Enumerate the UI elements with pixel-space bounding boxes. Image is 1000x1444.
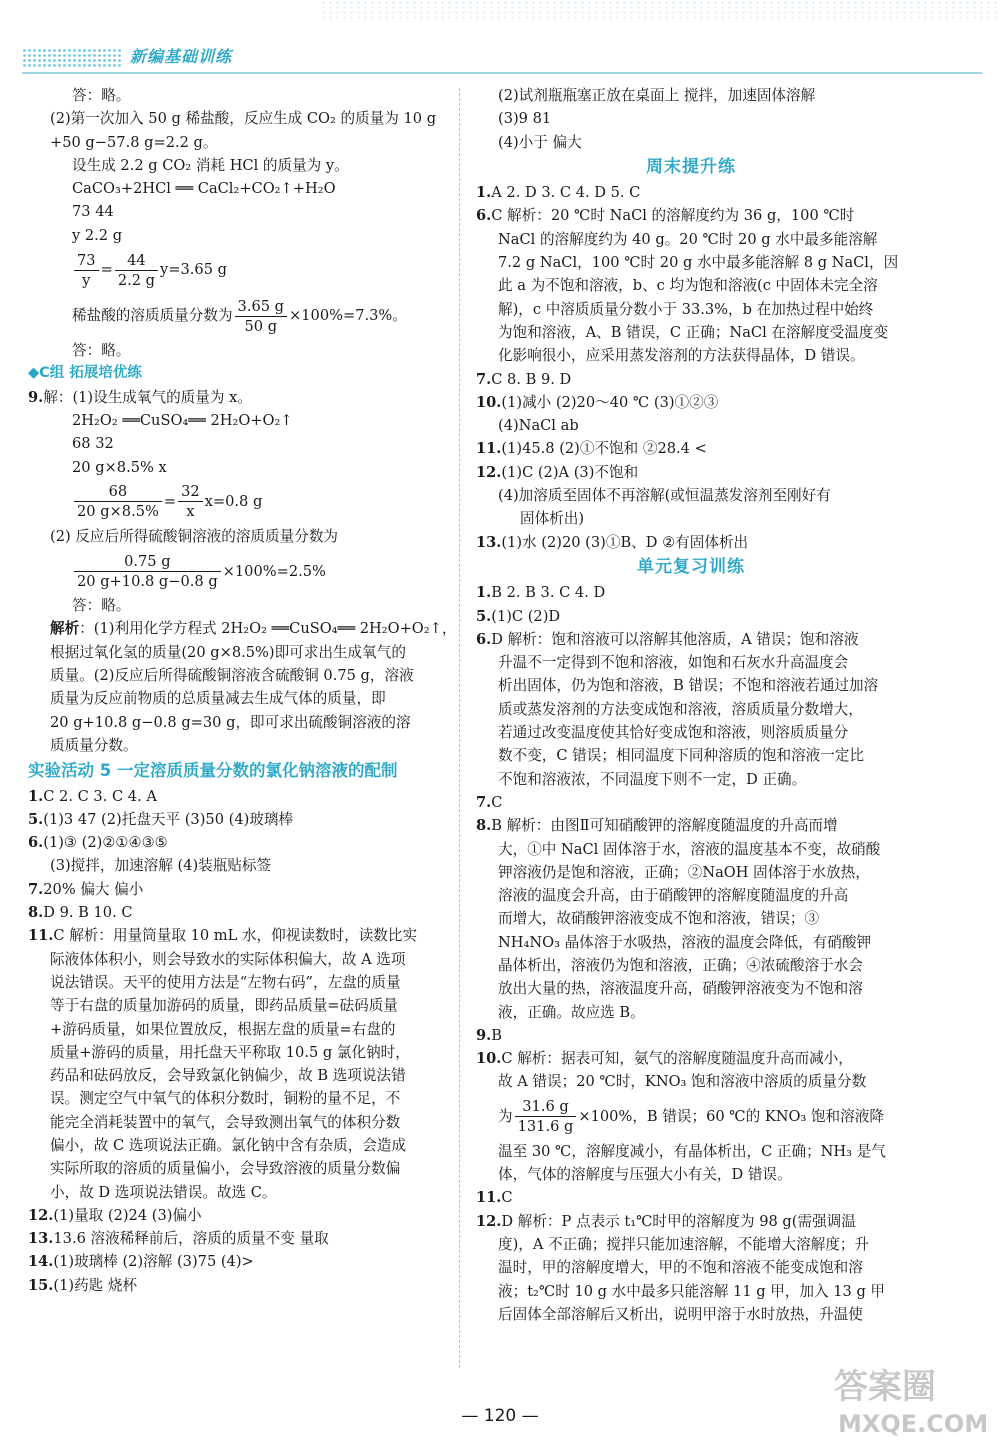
text-line: [28, 525, 456, 548]
text-line: [28, 617, 456, 640]
text-line: [28, 1041, 456, 1064]
text-content: (1)45.8 (2)①不饱和 ②28.4 <: [501, 440, 707, 458]
text-line: [476, 1001, 906, 1024]
text-line: [28, 247, 456, 293]
text-content: 质量。(2)反应后所得硫酸铜溶液含硫酸铜 0.75 g，溶液: [50, 667, 414, 685]
text-line: [28, 1250, 456, 1273]
fraction-numerator: 44: [115, 251, 158, 271]
fraction-numerator: 32: [178, 482, 203, 502]
text-content: 小，故 D 选项说法错误。故选 C。: [50, 1183, 277, 1201]
text-line: [476, 531, 906, 554]
fraction-denominator: y: [82, 271, 91, 289]
text-content: 能完全消耗装置中的氧气，会导致测出氧气的体积分数: [50, 1113, 401, 1131]
svg-text:MXQE.COM: MXQE.COM: [838, 1410, 988, 1438]
fraction: [235, 297, 287, 336]
text-line: [476, 1303, 906, 1326]
text-content: 固体析出): [520, 510, 585, 528]
fraction-denominator: 50 g: [244, 317, 278, 335]
text-content: (1)③ (2)②①④③⑤: [43, 834, 168, 852]
text-line: [476, 107, 906, 130]
text-content: 质质量分数。: [50, 736, 138, 754]
text-line: [28, 948, 456, 971]
group-heading: [28, 362, 456, 385]
text-content: B 2. B 3. C 4. D: [491, 584, 606, 602]
text-line: [28, 84, 456, 107]
text-line: [476, 181, 906, 204]
text-content: 析出固体，仍为饱和溶液，B 错误；不饱和溶液若通过加溶: [498, 677, 879, 695]
text-content: 设生成 2.2 g CO₂ 消耗 HCl 的质量为 y。: [72, 156, 349, 174]
text-line: [28, 432, 456, 455]
text-line: [476, 884, 906, 907]
text-line: [28, 1018, 456, 1041]
text-content: 答：略。: [72, 342, 131, 360]
text-content: 药品和砝码放反，会导致氯化钠偏少，故 B 选项说法错: [50, 1067, 406, 1085]
question-number: 11.: [476, 440, 502, 458]
text-line: [476, 1233, 906, 1256]
text-content: NH₄NO₃ 晶体溶于水吸热，溶液的温度会降低，有硝酸钾: [498, 933, 872, 951]
text-content: 而增大，故硝酸钾溶液变成不饱和溶液，错误；③: [498, 910, 820, 928]
text-content: (1)量取 (2)24 (3)偏小: [53, 1206, 202, 1224]
text-line: [28, 1181, 456, 1204]
text-line: [476, 298, 906, 321]
text-line: [28, 224, 456, 247]
text-line: [28, 594, 456, 617]
text-line: [28, 854, 456, 877]
text-line: [28, 1087, 456, 1110]
text-line: [476, 814, 906, 837]
text-content: 温至 30 ℃，溶解度减小，有晶体析出，C 正确；NH₃ 是气: [498, 1142, 886, 1160]
text-content: (3)搅拌，加速溶解 (4)装瓶贴标签: [50, 857, 272, 875]
text-line: [28, 711, 456, 734]
text-content: (1)C (2)D: [491, 607, 561, 625]
text-content: C 2. C 3. C 4. A: [43, 787, 157, 805]
text-content: NaCl 的溶解度约为 40 g。20 ℃时 20 g 水中最多能溶解: [498, 230, 878, 248]
text-content: (1)玻璃棒 (2)溶解 (3)75 (4)>: [53, 1253, 254, 1271]
text-content: ◆C组 拓展培优练: [28, 365, 142, 382]
text-suffix: y=3.65 g: [160, 261, 227, 279]
fraction-denominator: 2.2 g: [117, 271, 156, 289]
text-line: [476, 1256, 906, 1279]
text-content: (3)9 81: [498, 110, 552, 128]
text-line: [476, 768, 906, 791]
text-line: [28, 924, 456, 947]
fraction: [74, 552, 221, 591]
text-suffix: ×100%=2.5%: [222, 562, 326, 580]
question-number: 1.: [476, 184, 492, 202]
text-line: [28, 339, 456, 362]
text-line: [28, 177, 456, 200]
text-content: (4)加溶质至固体不再溶解(或恒温蒸发溶剂至刚好有: [498, 487, 831, 505]
text-line: [28, 994, 456, 1017]
text-line: [28, 386, 456, 409]
question-number: 5.: [476, 607, 492, 625]
text-line: [28, 1157, 456, 1180]
text-content: 单元复习训练: [637, 556, 745, 577]
section-heading: [28, 759, 456, 782]
text-content: 13.6 溶液稀释前后，溶质的质量不变 量取: [53, 1230, 329, 1248]
question-number: 解析: [50, 620, 80, 638]
text-line: [476, 131, 906, 154]
text-content: (1)减小 (2)20～40 ℃ (3)①②③: [501, 393, 719, 411]
text-content: 实际所取的溶质的质量偏小，会导致溶液的质量分数偏: [50, 1160, 401, 1178]
text-line: [28, 409, 456, 432]
text-line: [476, 1024, 906, 1047]
text-content: 放出大量的热，溶液温度升高，硝酸钾溶液变为不饱和溶: [498, 980, 863, 998]
svg-text:答案圈: 答案圈: [834, 1367, 936, 1407]
column-divider: [459, 88, 460, 1368]
question-number: 7.: [476, 793, 492, 811]
text-content: 钾溶液仍是饱和溶液，正确；②NaOH 固体溶于水放热，: [498, 863, 870, 881]
text-line: [476, 721, 906, 744]
text-content: (2)试剂瓶瓶塞正放在桌面上 搅拌，加速固体溶解: [498, 87, 816, 104]
text-content: 液，正确。故应选 B。: [498, 1003, 645, 1021]
text-line: [28, 1111, 456, 1134]
text-content: 周末提升练: [646, 156, 736, 177]
text-content: 解)，c 中溶质质量分数小于 33.3%，b 在加热过程中始终: [498, 300, 874, 318]
text-line: [476, 1047, 906, 1070]
text-content: B 解析：由图Ⅱ可知硝酸钾的溶解度随温度的升高而增: [491, 817, 838, 835]
fraction-denominator: 20 g×8.5%: [77, 503, 159, 521]
text-content: 7.2 g NaCl，100 ℃时 20 g 水中最多能溶解 8 g NaCl，因: [498, 254, 899, 272]
text-line: [28, 734, 456, 757]
fraction-denominator: 131.6 g: [517, 1118, 574, 1136]
text-line: [476, 228, 906, 251]
question-number: 1.: [28, 787, 44, 805]
text-line: [476, 437, 906, 460]
text-line: [28, 456, 456, 479]
question-number: 10.: [476, 393, 502, 411]
text-line: [28, 154, 456, 177]
text-content: 后固体全部溶解后又析出，说明甲溶于水时放热，升温使: [498, 1305, 863, 1323]
text-line: [476, 1163, 906, 1186]
text-content: 质或蒸发溶剂的方法变成饱和溶液，溶质质量分数增大，: [498, 700, 863, 718]
header-decoration: [320, 0, 1000, 22]
text-line: [28, 1227, 456, 1250]
fraction: [115, 251, 158, 290]
text-content: 答：略。: [72, 87, 131, 104]
text-content: D 解析：P 点表示 t₁℃时甲的溶解度为 98 g(需强调温: [501, 1212, 856, 1230]
text-content: 误。测定空气中氧气的体积分数时，铜粉的量不足，不: [50, 1090, 401, 1108]
text-content: +50 g−57.8 g=2.2 g。: [50, 133, 218, 151]
text-line: [476, 744, 906, 767]
right-column: [476, 84, 906, 1326]
text-content: 偏小，故 C 选项说法正确。氯化钠中含有杂质，会造成: [50, 1136, 407, 1154]
text-content: (1)水 (2)20 (3)①B、D ②有固体析出: [501, 533, 749, 551]
text-content: (1)C (2)A (3)不饱和: [501, 463, 639, 481]
text-line: [476, 484, 906, 507]
text-content: C: [501, 1189, 513, 1207]
equals-sign: =: [100, 261, 113, 279]
text-line: [476, 1186, 906, 1209]
text-content: 20 g×8.5% x: [72, 458, 167, 476]
text-line: [28, 971, 456, 994]
text-line: [476, 674, 906, 697]
question-number: 7.: [476, 370, 492, 388]
fraction: [515, 1097, 577, 1136]
text-content: C: [491, 793, 503, 811]
text-content: 73 44: [72, 203, 114, 221]
text-suffix: ×100%，B 错误；60 ℃的 KNO₃ 饱和溶液降: [578, 1108, 884, 1126]
question-number: 12.: [476, 1212, 502, 1230]
question-number: 9.: [28, 388, 44, 406]
text-content: D 9. B 10. C: [43, 904, 133, 922]
question-number: 6.: [28, 834, 44, 852]
text-suffix: ×100%=7.3%。: [289, 307, 407, 325]
text-content: 根据过氧化氢的质量(20 g×8.5%)即可求出生成氧气的: [50, 643, 406, 661]
text-content: 等于右盘的质量加游码的质量，即药品质量=砝码质量: [50, 997, 398, 1015]
text-prefix: 为: [498, 1108, 513, 1126]
section-heading: [476, 556, 906, 579]
fraction-numerator: 73: [74, 251, 99, 271]
text-content: 质量+游码的质量，用托盘天平称取 10.5 g 氯化钠时，: [50, 1043, 410, 1061]
text-content: 度)，A 不正确；搅拌只能加速溶解，不能增大溶解度；升: [498, 1235, 870, 1253]
text-suffix: x=0.8 g: [204, 493, 263, 511]
header-dot-pattern: [22, 48, 122, 68]
page-header: [0, 0, 1000, 80]
fraction-numerator: 68: [74, 482, 162, 502]
text-line: [28, 131, 456, 154]
book-title: 新编基础训练: [130, 47, 233, 66]
text-prefix: 稀盐酸的溶质质量分数为: [72, 307, 233, 325]
text-line: [28, 200, 456, 223]
text-content: 液；t₂℃时 10 g 水中最多只能溶解 11 g 甲，加入 13 g 甲: [498, 1282, 886, 1300]
text-content: 说法错误。天平的使用方法是“左物右码”，左盘的质量: [50, 973, 401, 991]
fraction-numerator: 3.65 g: [235, 297, 287, 317]
text-line: [476, 628, 906, 651]
text-content: 溶液的温度会升高，由于硝酸钾的溶解度随温度的升高: [498, 887, 849, 905]
text-content: 此 a 为不饱和溶液，b、c 均为饱和溶液(c 中固体未完全溶: [498, 277, 878, 295]
question-number: 6.: [476, 207, 492, 225]
text-line: [28, 687, 456, 710]
text-line: [476, 414, 906, 437]
text-line: [476, 977, 906, 1000]
text-line: [476, 791, 906, 814]
text-line: [28, 785, 456, 808]
text-content: (1)药匙 烧杯: [53, 1276, 138, 1294]
section-heading: [476, 156, 906, 179]
text-content: +游码质量，如果位置放反，根据左盘的质量=右盘的: [50, 1020, 396, 1038]
question-number: 1.: [476, 584, 492, 602]
page-number: — 120 —: [461, 1406, 539, 1426]
text-content: C 解析：据表可知，氨气的溶解度随温度升高而减小，: [501, 1050, 853, 1068]
text-content: 实验活动 5 一定溶质质量分数的氯化钠溶液的配制: [28, 761, 398, 781]
fraction: [178, 482, 203, 521]
text-line: [476, 344, 906, 367]
fraction: [74, 251, 99, 290]
text-content: 为饱和溶液，A、B 错误，C 正确；NaCl 在溶解度受温度变: [498, 323, 889, 341]
text-content: C 解析：用量筒量取 10 mL 水，仰视读数时，读数比实: [53, 927, 418, 945]
text-line: [28, 1064, 456, 1087]
text-line: [28, 664, 456, 687]
text-line: [476, 251, 906, 274]
text-content: 故 A 错误；20 ℃时，KNO₃ 饱和溶液中溶质的质量分数: [498, 1073, 867, 1091]
text-line: [28, 901, 456, 924]
equals-sign: =: [163, 493, 177, 511]
text-content: B: [491, 1026, 502, 1044]
question-number: 11.: [28, 927, 54, 945]
text-line: [28, 1134, 456, 1157]
text-content: 若通过改变温度使其恰好变成饱和溶液，则溶质质量分: [498, 724, 849, 742]
text-content: C 8. B 9. D: [491, 370, 572, 388]
text-content: 68 32: [72, 435, 114, 453]
text-content: (2)第一次加入 50 g 稀盐酸，反应生成 CO₂ 的质量为 10 g: [50, 110, 437, 128]
text-line: [476, 931, 906, 954]
text-content: 升温不一定得到不饱和溶液，如饱和石灰水升高温度会: [498, 654, 849, 672]
text-line: [476, 907, 906, 930]
question-number: 13.: [476, 533, 502, 551]
text-content: (1)3 47 (2)托盘天平 (3)50 (4)玻璃棒: [43, 810, 294, 828]
text-content: 解：(1)设生成氧气的质量为 x。: [43, 388, 252, 406]
fraction-denominator: 20 g+10.8 g−0.8 g: [77, 572, 218, 590]
text-line: [28, 293, 456, 339]
text-content: (4)小于 偏大: [498, 133, 582, 151]
left-column: [28, 84, 456, 1297]
text-content: CaCO₃+2HCl ══ CaCl₂+CO₂↑+H₂O: [72, 180, 336, 198]
text-line: [476, 84, 906, 107]
text-content: A 2. D 3. C 4. D 5. C: [491, 184, 641, 202]
question-number: 7.: [28, 880, 44, 898]
text-line: [476, 1140, 906, 1163]
text-content: 20% 偏大 偏小: [43, 880, 144, 898]
question-number: 8.: [28, 904, 44, 922]
text-line: [476, 1210, 906, 1233]
text-content: (4)NaCl ab: [498, 417, 579, 435]
text-content: 体，气体的溶解度与压强大小有关，D 错误。: [498, 1166, 792, 1184]
text-line: [476, 698, 906, 721]
question-number: 12.: [476, 463, 502, 481]
question-number: 12.: [28, 1206, 54, 1224]
question-number: 15.: [28, 1276, 54, 1294]
text-content: D 解析：饱和溶液可以溶解其他溶质，A 错误；饱和溶液: [491, 630, 859, 648]
text-content: 温时，甲的溶解度增大，甲的不饱和溶液不能变成饱和溶: [498, 1259, 863, 1277]
question-number: 10.: [476, 1050, 502, 1068]
text-line: [476, 461, 906, 484]
text-line: [476, 1280, 906, 1303]
text-content: 2H₂O₂ ══CuSO₄══ 2H₂O+O₂↑: [72, 411, 293, 429]
text-content: 不饱和溶液浓，不同温度下则不一定，D 正确。: [498, 770, 807, 788]
text-line: [476, 861, 906, 884]
text-content: 质量为反应前物质的总质量减去生成气体的质量，即: [50, 690, 386, 708]
text-content: y 2.2 g: [72, 226, 123, 244]
text-line: [476, 1094, 906, 1140]
text-line: [28, 808, 456, 831]
question-number: 6.: [476, 630, 492, 648]
text-line: [28, 878, 456, 901]
fraction-numerator: 0.75 g: [74, 552, 221, 572]
text-content: 晶体析出，溶液仍为饱和溶液，正确；④浓硫酸溶于水会: [498, 956, 863, 974]
text-line: [476, 204, 906, 227]
text-content: (2) 反应后所得硫酸铜溶液的溶质质量分数为: [50, 527, 339, 545]
text-line: [476, 507, 906, 530]
text-line: [476, 581, 906, 604]
fraction-numerator: 31.6 g: [515, 1097, 577, 1117]
text-content: ：(1)利用化学方程式 2H₂O₂ ══CuSO₄══ 2H₂O+O₂↑，: [79, 620, 457, 638]
text-line: [476, 391, 906, 414]
text-line: [28, 641, 456, 664]
text-line: [28, 548, 456, 594]
text-line: [476, 274, 906, 297]
text-content: 答：略。: [72, 597, 131, 615]
text-line: [28, 831, 456, 854]
question-number: 11.: [476, 1189, 502, 1207]
text-line: [28, 1204, 456, 1227]
text-content: 数不变，C 错误；相同温度下同种溶质的饱和溶液一定比: [498, 747, 865, 765]
text-line: [476, 651, 906, 674]
text-content: 大，①中 NaCl 固体溶于水，溶液的温度基本不变，故硝酸: [498, 840, 881, 858]
text-content: 化影响很小，应采用蒸发溶剂的方法获得晶体，D 错误。: [498, 347, 865, 365]
text-content: C 解析：20 ℃时 NaCl 的溶解度约为 36 g，100 ℃时: [491, 207, 855, 225]
question-number: 13.: [28, 1230, 54, 1248]
text-line: [476, 1070, 906, 1093]
text-content: 际液体体积小，则会导致水的实际体积偏大，故 A 选项: [50, 950, 406, 968]
text-line: [28, 479, 456, 525]
text-line: [476, 954, 906, 977]
question-number: 5.: [28, 810, 44, 828]
question-number: 9.: [476, 1026, 492, 1044]
watermark-logo: [828, 1360, 988, 1440]
text-content: 20 g+10.8 g−0.8 g=30 g，即可求出硫酸铜溶液的溶: [50, 713, 411, 731]
text-line: [476, 838, 906, 861]
fraction: [74, 482, 162, 521]
text-line: [28, 1274, 456, 1297]
text-line: [476, 321, 906, 344]
header-rule: [22, 72, 982, 74]
text-line: [476, 605, 906, 628]
text-line: [28, 107, 456, 130]
question-number: 14.: [28, 1253, 54, 1271]
fraction-denominator: x: [186, 503, 195, 521]
question-number: 8.: [476, 817, 492, 835]
text-line: [476, 368, 906, 391]
